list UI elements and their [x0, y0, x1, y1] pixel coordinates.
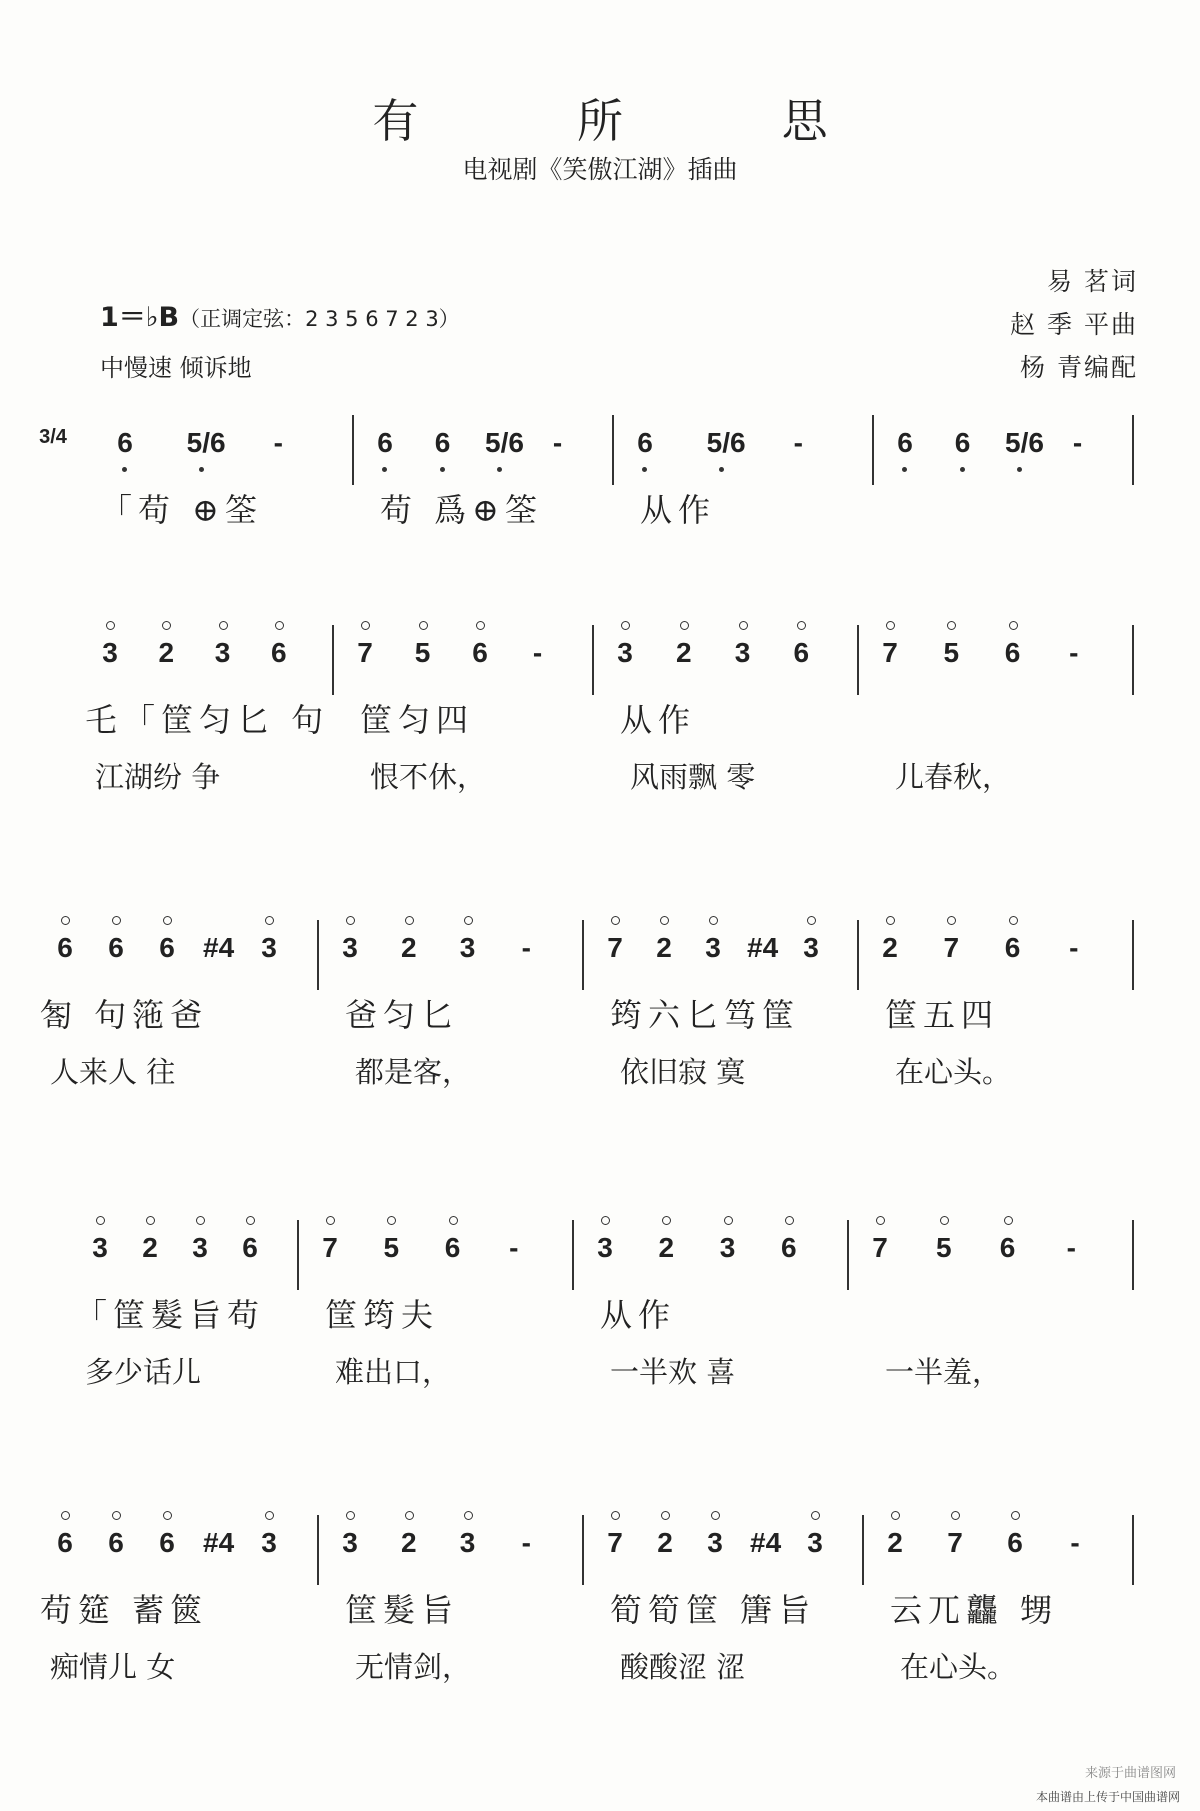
- high-octave-dot: [163, 1511, 172, 1520]
- lyric-text: 风雨飘 零: [630, 760, 756, 794]
- key-label: 1＝♭B: [100, 302, 180, 333]
- lyric-text: 一半欢 喜: [610, 1355, 736, 1389]
- low-octave-dot: [960, 467, 965, 472]
- tablature-cell: 乇「筐匀匕 句: [85, 701, 330, 739]
- lyric-text: 儿春秋，: [895, 760, 1012, 794]
- high-octave-dot: [611, 916, 620, 925]
- note: 6: [270, 637, 287, 668]
- note: #4: [750, 1527, 782, 1558]
- barline: [352, 415, 354, 485]
- barline: [1132, 1515, 1134, 1585]
- lyric-text: 酸酸涩 涩: [620, 1650, 746, 1684]
- note: 3: [92, 1232, 108, 1263]
- high-octave-dot: [405, 916, 414, 925]
- key-signature: [100, 295, 460, 334]
- low-octave-dot: [902, 467, 907, 472]
- note: 7: [882, 637, 898, 668]
- high-octave-dot: [419, 621, 428, 630]
- high-octave-dot: [196, 1216, 205, 1225]
- note: 7: [943, 932, 960, 963]
- high-octave-dot: [464, 1511, 473, 1520]
- note: 3: [807, 1527, 823, 1558]
- high-octave-dot: [940, 1216, 949, 1225]
- tempo-marking: 中慢速 倾诉地: [100, 354, 252, 382]
- barline: [872, 415, 874, 485]
- note: 3: [617, 637, 633, 668]
- lyric-text: 难出口，: [335, 1355, 452, 1389]
- high-octave-dot: [449, 1216, 458, 1225]
- note: 6: [897, 427, 913, 458]
- note: -: [273, 427, 283, 458]
- composer-credit: 赵 季 平曲: [1010, 310, 1138, 339]
- note: -: [1066, 1232, 1076, 1263]
- high-octave-dot: [326, 1216, 335, 1225]
- low-octave-dot: [719, 467, 724, 472]
- high-octave-dot: [1009, 916, 1018, 925]
- lyric-text: 在心头。: [900, 1650, 1017, 1684]
- note: 2: [658, 1232, 675, 1263]
- barline: [862, 1515, 864, 1585]
- note: 3: [734, 637, 751, 668]
- watermark: 来源于曲谱图网: [1084, 1766, 1176, 1781]
- high-octave-dot: [162, 621, 171, 630]
- high-octave-dot: [811, 1511, 820, 1520]
- barline: [1132, 920, 1134, 990]
- barline: [1132, 625, 1134, 695]
- high-octave-dot: [1011, 1511, 1020, 1520]
- high-octave-dot: [797, 621, 806, 630]
- low-octave-dot: [440, 467, 445, 472]
- lyric-text: 痴情儿 女: [50, 1650, 176, 1684]
- note: -: [521, 1527, 531, 1558]
- high-octave-dot: [711, 1511, 720, 1520]
- tablature-cell: 云兀龘 甥: [890, 1591, 1059, 1629]
- high-octave-dot: [661, 1511, 670, 1520]
- note: 3: [261, 932, 277, 963]
- footer-note: 本曲谱由上传于中国曲谱网: [1035, 1790, 1180, 1804]
- lyric-text: 多少话儿: [85, 1355, 202, 1389]
- note: 7: [357, 637, 373, 668]
- high-octave-dot: [464, 916, 473, 925]
- low-octave-dot: [1017, 467, 1022, 472]
- barline: [572, 1220, 574, 1290]
- note: 3: [261, 1527, 277, 1558]
- note: -: [793, 427, 803, 458]
- note: 3: [102, 637, 118, 668]
- barline: [612, 415, 614, 485]
- note: 6: [1004, 932, 1021, 963]
- note: 6: [159, 932, 175, 963]
- note: 3: [214, 637, 231, 668]
- high-octave-dot: [662, 1216, 671, 1225]
- note: #4: [203, 1527, 235, 1558]
- barline: [582, 1515, 584, 1585]
- note: 2: [675, 637, 692, 668]
- note: 5: [383, 1232, 400, 1263]
- note: 2: [158, 637, 175, 668]
- high-octave-dot: [112, 1511, 121, 1520]
- high-octave-dot: [61, 916, 70, 925]
- lyric-text: 江湖纷 争: [95, 760, 221, 794]
- note: 6: [242, 1232, 258, 1263]
- tablature-cell: 爸匀匕: [345, 996, 460, 1034]
- tablature-cell: 「苟 ⊕筌: [100, 491, 263, 529]
- high-octave-dot: [112, 916, 121, 925]
- barline: [582, 920, 584, 990]
- barline: [1132, 1220, 1134, 1290]
- note: 2: [882, 932, 898, 963]
- barline: [857, 920, 859, 990]
- note: 3: [803, 932, 819, 963]
- high-octave-dot: [947, 621, 956, 630]
- barline: [857, 625, 859, 695]
- barline: [332, 625, 334, 695]
- note: 6: [108, 932, 124, 963]
- note: 5: [414, 637, 431, 668]
- low-octave-dot: [497, 467, 502, 472]
- high-octave-dot: [1009, 621, 1018, 630]
- note: 5: [943, 637, 960, 668]
- lyric-text: 无情剑，: [355, 1650, 472, 1684]
- note: 6: [117, 427, 133, 458]
- note: 6: [108, 1527, 124, 1558]
- high-octave-dot: [621, 621, 630, 630]
- tablature-cell: 「筐髮旨苟: [75, 1296, 266, 1334]
- high-octave-dot: [219, 621, 228, 630]
- high-octave-dot: [785, 1216, 794, 1225]
- note: 7: [322, 1232, 338, 1263]
- high-octave-dot: [387, 1216, 396, 1225]
- note: -: [552, 427, 563, 458]
- note: 3: [705, 932, 721, 963]
- high-octave-dot: [163, 916, 172, 925]
- barline: [847, 1220, 849, 1290]
- barline: [592, 625, 594, 695]
- note: #4: [747, 932, 779, 963]
- high-octave-dot: [886, 916, 895, 925]
- note: 6: [999, 1232, 1016, 1263]
- note: 2: [656, 932, 672, 963]
- low-octave-dot: [642, 467, 647, 472]
- high-octave-dot: [601, 1216, 610, 1225]
- tablature-cell: 筐五四: [885, 996, 1000, 1034]
- barline: [317, 920, 319, 990]
- note: 6: [434, 427, 451, 458]
- low-octave-dot: [122, 467, 127, 472]
- page-subtitle: 电视剧《笑傲江湖》插曲: [462, 155, 738, 184]
- high-octave-dot: [660, 916, 669, 925]
- note: 3: [342, 932, 358, 963]
- note: 6: [793, 637, 810, 668]
- note: 6: [159, 1527, 175, 1558]
- tablature-cell: 从作: [640, 491, 717, 529]
- barline: [1132, 415, 1134, 485]
- tablature-cell: 筐髮旨: [345, 1591, 460, 1629]
- note: 6: [1004, 637, 1021, 668]
- note: 3: [597, 1232, 613, 1263]
- tablature-cell: 苟 爲⊕筌: [380, 491, 543, 529]
- time-signature: 3/4: [39, 426, 67, 448]
- note: 6: [1007, 1527, 1023, 1558]
- note: 6: [637, 427, 653, 458]
- note: 6: [780, 1232, 797, 1263]
- note: -: [509, 1232, 519, 1263]
- high-octave-dot: [275, 621, 284, 630]
- high-octave-dot: [951, 1511, 960, 1520]
- high-octave-dot: [246, 1216, 255, 1225]
- barline: [297, 1220, 299, 1290]
- note: 2: [400, 932, 417, 963]
- lyric-text: 人来人 往: [50, 1055, 176, 1089]
- high-octave-dot: [1004, 1216, 1013, 1225]
- arranger-credit: 杨 青编配: [1020, 353, 1138, 382]
- tablature-cell: 苟筵 蓄篋: [40, 1591, 209, 1629]
- note: 6: [444, 1232, 461, 1263]
- tablature-cell: 筐筠夫: [325, 1296, 440, 1334]
- note: 2: [887, 1527, 903, 1558]
- high-octave-dot: [96, 1216, 105, 1225]
- high-octave-dot: [146, 1216, 155, 1225]
- note: 3: [459, 1527, 476, 1558]
- high-octave-dot: [886, 621, 895, 630]
- note: 2: [400, 1527, 417, 1558]
- note: 6: [954, 427, 971, 458]
- high-octave-dot: [724, 1216, 733, 1225]
- note: -: [1070, 1527, 1080, 1558]
- high-octave-dot: [891, 1511, 900, 1520]
- note: -: [1072, 427, 1083, 458]
- lyric-text: 一半羞，: [885, 1355, 1002, 1389]
- high-octave-dot: [709, 916, 718, 925]
- note: 5/6: [706, 427, 746, 458]
- high-octave-dot: [947, 916, 956, 925]
- high-octave-dot: [405, 1511, 414, 1520]
- note: 6: [57, 932, 73, 963]
- high-octave-dot: [611, 1511, 620, 1520]
- note: 5/6: [485, 427, 524, 458]
- note: 6: [472, 637, 488, 668]
- note: 7: [607, 932, 623, 963]
- note: 7: [947, 1527, 963, 1558]
- note: 6: [377, 427, 393, 458]
- high-octave-dot: [61, 1511, 70, 1520]
- note: -: [1069, 637, 1079, 668]
- high-octave-dot: [361, 621, 370, 630]
- high-octave-dot: [680, 621, 689, 630]
- high-octave-dot: [106, 621, 115, 630]
- note: #4: [203, 932, 235, 963]
- tablature-cell: 从作: [620, 701, 697, 739]
- high-octave-dot: [807, 916, 816, 925]
- note: 3: [707, 1527, 723, 1558]
- page-title: 有 所 思: [372, 94, 900, 148]
- note: 7: [607, 1527, 623, 1558]
- note: 2: [142, 1232, 158, 1263]
- high-octave-dot: [476, 621, 485, 630]
- high-octave-dot: [876, 1216, 885, 1225]
- note: 3: [342, 1527, 358, 1558]
- tuning-label: （正调定弦：2 3 5 6 7 2 3）: [179, 307, 460, 331]
- lyricist-credit: 易 茗词: [1047, 267, 1138, 296]
- tablature-cell: 筍筍筐 篖旨: [610, 1591, 817, 1629]
- high-octave-dot: [265, 1511, 274, 1520]
- note: 7: [872, 1232, 888, 1263]
- tablature-cell: 筐匀四: [360, 701, 475, 739]
- tablature-cell: 从作: [600, 1296, 677, 1334]
- note: -: [521, 932, 531, 963]
- barline: [317, 1515, 319, 1585]
- lyric-text: 在心头。: [895, 1055, 1012, 1089]
- tablature-cell: 筠六匕笃筐: [610, 996, 801, 1034]
- high-octave-dot: [739, 621, 748, 630]
- note: 5/6: [1005, 427, 1044, 458]
- note: 3: [192, 1232, 208, 1263]
- lyric-text: 恨不休，: [370, 760, 487, 794]
- lyric-text: 都是客，: [355, 1055, 472, 1089]
- note: 5/6: [186, 427, 226, 458]
- high-octave-dot: [346, 916, 355, 925]
- note: -: [532, 637, 543, 668]
- note: 3: [459, 932, 476, 963]
- high-octave-dot: [346, 1511, 355, 1520]
- low-octave-dot: [199, 467, 204, 472]
- high-octave-dot: [265, 916, 274, 925]
- note: 2: [657, 1527, 673, 1558]
- note: 5: [935, 1232, 952, 1263]
- note: -: [1069, 932, 1079, 963]
- note: 3: [719, 1232, 736, 1263]
- lyric-text: 依旧寂 寞: [620, 1055, 746, 1089]
- tablature-cell: 匒 句筂爸: [40, 996, 209, 1034]
- low-octave-dot: [382, 467, 387, 472]
- note: 6: [57, 1527, 73, 1558]
